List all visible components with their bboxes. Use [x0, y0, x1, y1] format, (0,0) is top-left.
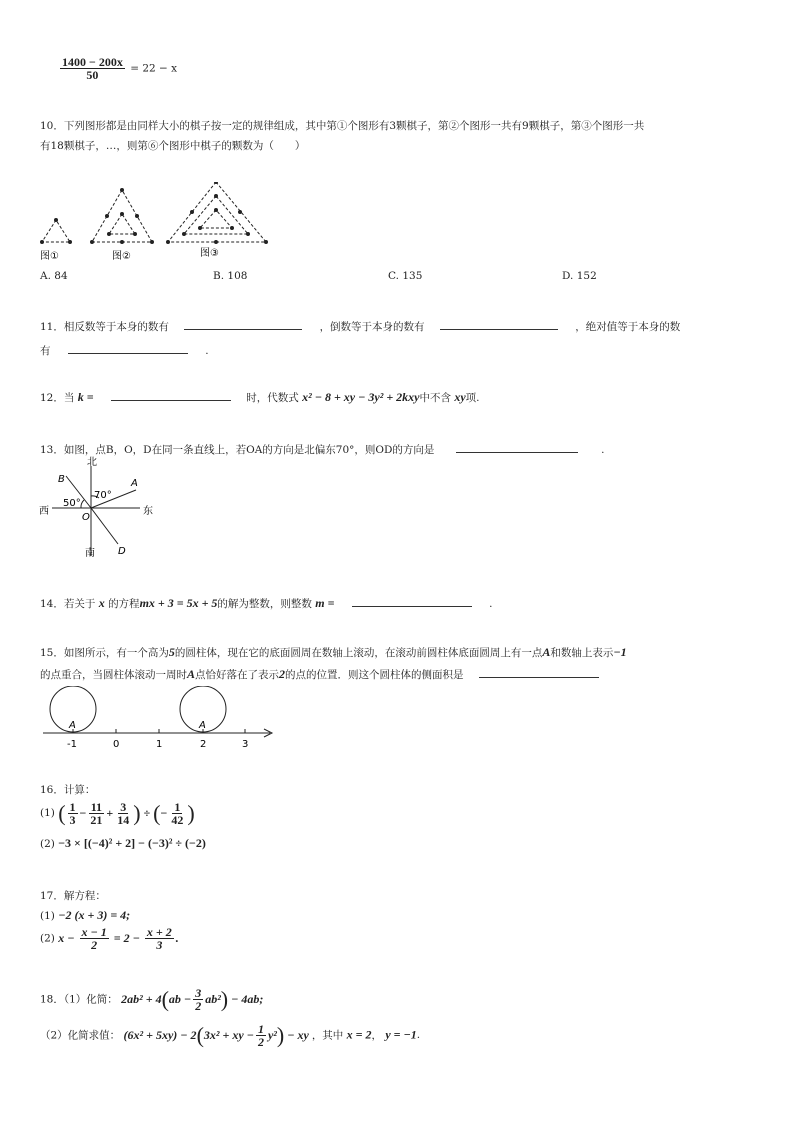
q15-point-a-2: A — [187, 667, 196, 681]
frac-den: 3 — [69, 812, 76, 827]
q12-text-b: 时，代数式 — [246, 392, 299, 404]
q15-neg1: −1 — [613, 645, 627, 659]
q12 — [40, 389, 480, 405]
q16-expression-2: −3 × [(−4)² + 2] − (−3)² ÷ (−2) — [58, 836, 206, 850]
q15-text-d: 的点重合，当圆柱体滚动一周时 — [40, 669, 187, 681]
circle-point-a-end: A — [199, 720, 206, 731]
axis-label: 0 — [113, 739, 120, 750]
angle-70-label: 70° — [94, 490, 112, 501]
north-label: 北 — [87, 457, 97, 468]
q11-text-a: 11．相反数等于本身的数有 — [40, 321, 169, 333]
piece-dot — [214, 194, 218, 198]
q18-x-value: x = 2 — [346, 1027, 372, 1042]
axis-label: 2 — [200, 739, 207, 750]
fig-label-1: 图① — [40, 251, 59, 262]
piece-dot — [68, 240, 72, 244]
q10-option-b[interactable]: B. 108 — [213, 270, 248, 282]
piece-dot — [182, 232, 186, 236]
q14-text-c: 的解为整数，则整数 — [217, 598, 312, 610]
q18-e1-c: ab² — [205, 991, 221, 1006]
q10-option-a[interactable]: A. 84 — [40, 270, 68, 282]
piece-dot — [120, 240, 124, 244]
q11-text-d: 有 — [40, 345, 51, 357]
q12-text-c: 中不含 — [419, 392, 451, 404]
piece-dot — [150, 240, 154, 244]
q15-text-a: 15．如图所示，有一个高为 — [40, 647, 169, 659]
frac-den: 2 — [195, 998, 202, 1013]
q18-part2: （2）化简求值： (6x² + 5xy) − 2(3x² + xy − $\frac{1}{2}$ y²) − xy ，其中 x = 2， y = −1. — [40, 1021, 421, 1049]
circle-point-a-start: A — [69, 720, 76, 731]
piece-dot — [133, 232, 137, 236]
q15-two: 2 — [279, 667, 286, 681]
west-label: 西 — [39, 506, 49, 517]
q18-e1-e: − 4ab; — [231, 991, 264, 1006]
q16-p1-label: (1) — [40, 806, 55, 819]
q18-cond: ，其中 — [311, 1029, 344, 1042]
q18-e2-a: (6x² + 5xy) − 2 — [123, 1027, 197, 1042]
q13-end: . — [601, 444, 605, 456]
frac-num: 1 — [69, 799, 76, 814]
piece-dot — [264, 240, 268, 244]
point-o-label: O — [82, 512, 90, 523]
figure1-triangle — [42, 220, 70, 242]
q15-line2 — [40, 666, 599, 682]
q17-p1-label: (1) — [40, 910, 55, 922]
angle-50-label: 50° — [63, 498, 81, 509]
piece-dot — [40, 240, 44, 244]
q11-blank-3[interactable] — [68, 342, 188, 354]
q17-title: 17．解方程： — [40, 890, 106, 902]
frac-num: 1 — [257, 1021, 264, 1036]
q18-p1-label: 18．（1）化简： — [40, 993, 118, 1006]
frac-den: 2 — [257, 1034, 264, 1049]
q17-part1 — [40, 908, 130, 923]
piece-dot — [120, 212, 124, 216]
q18-e1-a: 2ab² + 4 — [121, 991, 162, 1006]
piece-dot — [120, 188, 124, 192]
q11-line1 — [40, 318, 680, 334]
q15-text-b: 的圆柱体，现在它的底面圆周在数轴上滚动，在滚动前圆柱体底面圆周上有一点 — [174, 647, 543, 659]
frac-num: x − 1 — [81, 925, 107, 939]
figure3-inner-triangle — [200, 210, 232, 228]
q12-xy: xy — [454, 390, 466, 404]
q11-blank-2[interactable] — [440, 318, 558, 330]
q14-equation: mx + 3 = 5x + 5 — [139, 596, 218, 610]
q12-k: k = — [77, 390, 94, 404]
piece-dot — [214, 208, 218, 212]
q15-blank[interactable] — [479, 666, 599, 678]
q10-line2: 有18颗棋子，…，则第⑥个图形中棋子的颗数为（ ） — [40, 140, 306, 152]
frac-num: x + 2 — [146, 925, 172, 939]
frac-num: 1 — [174, 799, 181, 814]
q15-text-c: 和数轴上表示 — [550, 647, 614, 659]
q14-text-a: 14．若关于 — [40, 598, 96, 610]
piece-dot — [166, 240, 170, 244]
fig-label-3: 图③ — [200, 248, 219, 259]
q15-line1 — [40, 645, 627, 660]
piece-dot — [230, 226, 234, 230]
q13-blank[interactable] — [456, 441, 578, 453]
piece-dot — [238, 210, 242, 214]
top-formula-denominator: 50 — [86, 68, 99, 82]
frac-den: 21 — [90, 812, 103, 827]
top-formula — [58, 56, 177, 81]
q18-p2-label: （2）化简求值： — [40, 1029, 121, 1042]
q14-x: x — [98, 596, 105, 610]
q18-end: . — [416, 1028, 421, 1041]
q18-part1: 18．（1）化简： 2ab² + 4(ab − $\frac{3}{2}$ ab²) − 4ab; — [40, 985, 264, 1013]
piece-dot — [135, 214, 139, 218]
q17-equation-1: −2 (x + 3) = 4; — [58, 908, 131, 922]
q12-text-d: 项. — [465, 392, 480, 404]
q13 — [40, 441, 604, 457]
piece-dot — [107, 232, 111, 236]
q14-blank[interactable] — [352, 595, 472, 607]
q11-line2 — [40, 342, 209, 358]
q18-e2-c: y² — [267, 1027, 277, 1042]
q10-option-d[interactable]: D. 152 — [562, 270, 597, 282]
q13-compass-figure — [38, 456, 162, 560]
q18-e2-e: − xy — [287, 1027, 309, 1042]
q17-part2 — [40, 926, 179, 951]
q18-e1-b: ab − — [168, 991, 192, 1006]
q17-p2-label: (2) — [40, 932, 55, 945]
q16-part1: (1) ( $\frac{1}{3}$ − $\frac{11}{21}$ + $\frac{3}{14}$ ) ÷ (− $\frac{1}{42}$ ) — [40, 799, 195, 827]
piece-dot — [198, 226, 202, 230]
q16-part2 — [40, 836, 206, 851]
q11-blank-1[interactable] — [184, 318, 302, 330]
ray-od — [91, 508, 118, 544]
q13-text: 13．如图，点B，O，D在同一条直线上，若OA的方向是北偏东70°，则OD的方向是 — [40, 444, 435, 456]
point-d-label: D — [118, 546, 126, 557]
piece-dot — [54, 218, 58, 222]
q11-text-e: . — [205, 345, 209, 357]
top-formula-numerator: 1400 − 200x — [62, 55, 123, 69]
q16-p2-label: (2) — [40, 838, 55, 850]
q15-number-line-figure — [40, 686, 280, 750]
east-label: 东 — [143, 506, 153, 517]
figure2-inner-triangle — [109, 214, 135, 234]
q14-end: . — [489, 598, 493, 610]
q18-e2-b: 3x² + xy − — [203, 1027, 254, 1042]
piece-dot — [90, 240, 94, 244]
q17-mid: = 2 − — [113, 931, 140, 945]
piece-dot — [190, 210, 194, 214]
q15-point-a: A — [542, 645, 551, 659]
q16-title: 16．计算： — [40, 784, 96, 796]
q18-y-value: y = −1 — [385, 1027, 417, 1042]
q10-figure — [34, 182, 284, 264]
frac-num: 3 — [195, 985, 202, 1000]
q15-text-e: 点恰好落在了表示 — [195, 669, 280, 681]
q17-x: x − — [58, 931, 75, 945]
q15-text-f: 的点的位置．则这个圆柱体的侧面积是 — [285, 669, 464, 681]
q14-m: m = — [315, 596, 335, 610]
frac-den: 14 — [117, 812, 130, 827]
q10-line1: 10．下列图形都是由同样大小的棋子按一定的规律组成，其中第①个图形有3颗棋子，第②个图形一共有9颗棋子，第③个图形一共 — [40, 120, 645, 132]
piece-dot — [214, 240, 218, 244]
frac-num: 3 — [120, 799, 127, 814]
axis-label: 1 — [156, 739, 163, 750]
q15-five: 5 — [168, 645, 175, 659]
point-a-label: A — [131, 478, 138, 489]
q11-text-b: ，倒数等于本身的数有 — [319, 321, 425, 333]
south-label: 南 — [85, 548, 95, 559]
q12-blank[interactable] — [111, 389, 231, 401]
q11-text-c: ，绝对值等于本身的数 — [575, 321, 681, 333]
frac-den: 2 — [91, 938, 98, 952]
axis-label: 3 — [242, 739, 249, 750]
q14-text-b: 的方程 — [108, 598, 140, 610]
q14 — [40, 595, 492, 611]
q12-text-a: 12．当 — [40, 392, 75, 404]
q17-end: . — [175, 931, 179, 945]
frac-den: 42 — [171, 812, 184, 827]
frac-num: 11 — [90, 799, 103, 814]
angle-arc-50 — [81, 500, 84, 508]
piece-dot — [105, 214, 109, 218]
axis-label: -1 — [67, 739, 77, 750]
point-b-label: B — [58, 474, 65, 485]
q10-option-c[interactable]: C. 135 — [388, 270, 423, 282]
fig-label-2: 图② — [112, 251, 131, 262]
top-formula-rhs: = 22 − x — [130, 62, 178, 75]
frac-den: 3 — [156, 938, 163, 952]
q12-expression: x² − 8 + xy − 3y² + 2kxy — [302, 390, 420, 404]
piece-dot — [246, 232, 250, 236]
